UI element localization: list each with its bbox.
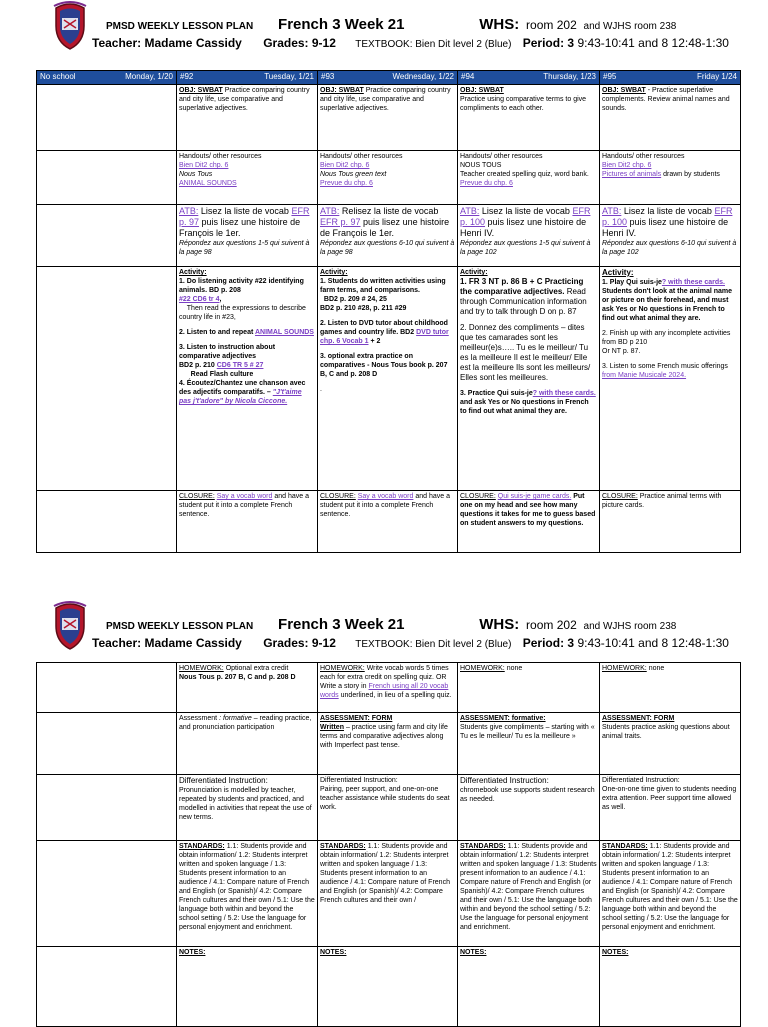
period-times: 9:43-10:41 and 8 12:48-1:30	[577, 636, 729, 650]
atb-link[interactable]: ATB:	[320, 206, 340, 216]
prevue-link[interactable]: Prevue du chp. 6	[320, 180, 373, 187]
header-line-1	[106, 616, 676, 633]
assessment-thursday: ASSESSMENT: formative: Students give compliments – starting with « Tu es le meilleur/ Tu es la meilleure »	[458, 713, 600, 775]
assessment-row	[37, 713, 741, 775]
teacher-name: Teacher: Madame Cassidy	[92, 636, 242, 650]
homework-friday: HOMEWORK: none	[600, 663, 741, 713]
monday-cell	[37, 841, 177, 947]
period-label: Period: 3	[522, 636, 575, 650]
atb-friday: ATB: Lisez la liste de vocab EFR p. 100 puis lisez une histoire de Henri IV. Répondez aux questions 6-10 qui suivent à la page 102	[600, 205, 741, 267]
wjhs-room: and WJHS room 238	[583, 621, 677, 632]
handouts-row	[37, 151, 741, 205]
monday-cell	[37, 267, 177, 491]
differentiated-thursday: Differentiated Instruction: chromebook use supports student research as needed.	[458, 775, 600, 841]
notes-friday: NOTES:	[600, 947, 741, 1027]
course-title: French 3 Week 21	[278, 616, 405, 633]
say-vocab-link[interactable]: Say a vocab word	[216, 493, 273, 500]
closure-thursday: CLOSURE: Qui suis-je game cards. Put one on my head and see how many questions it takes for me to guess based on student answers to my questions.	[458, 491, 600, 553]
differentiated-wednesday: Differentiated Instruction: Pairing, peer support, and one-on-one teacher assistance while students do seat work.	[318, 775, 458, 841]
day-monday: No school Monday, 1/20	[37, 71, 177, 85]
header-line-1	[106, 16, 676, 33]
bien-dit-link[interactable]: Bien Dit2 chp. 6	[179, 162, 229, 169]
monday-cell	[37, 491, 177, 553]
animal-sounds-link[interactable]: ANIMAL SOUNDS	[254, 329, 314, 336]
handouts-friday: Handouts/ other resources Bien Dit2 chp. 6 Pictures of animals drawn by students	[600, 151, 741, 205]
monday-cell	[37, 151, 177, 205]
wjhs-room: and WJHS room 238	[583, 21, 677, 32]
game-cards-link[interactable]: Qui suis-je game cards.	[497, 493, 572, 500]
qui-suis-je-cards-link[interactable]: ? with these cards.	[661, 279, 725, 286]
efr-link[interactable]: EFR p. 100	[602, 206, 733, 227]
cd-track-link[interactable]: #22 CD6 tr 4	[179, 296, 220, 303]
lesson-plan-table-1	[36, 70, 741, 553]
whs-label: WHS:	[479, 616, 520, 633]
assessment-tuesday: Assessment : formative – reading practice, and pronunciation participation	[177, 713, 318, 775]
grades: Grades: 9-12	[263, 36, 336, 50]
activity-friday: Activity: 1. Play Qui suis-je? with these cards. Students don't look at the animal name or picture on their forehead, and must ask Yes or No questions in French to find out what animal they are. 2. Finish up with any incomplete activities from BD p 210 Or NT p. 87. 3. Listen to some French music offerings from Manie Musicale 2024.	[600, 267, 741, 491]
day-wednesday: #93 Wednesday, 1/22	[318, 71, 458, 85]
homework-tuesday: HOMEWORK: Optional extra credit Nous Tous p. 207 B, C and p. 208 D	[177, 663, 318, 713]
closure-wednesday: CLOSURE: Say a vocab word and have a student put it into a complete French sentence.	[318, 491, 458, 553]
atb-wednesday: ATB: Relisez la liste de vocab EFR p. 97 puis lisez une histoire de François le 1er. Répondez aux questions 6-10 qui suivent à la page 98	[318, 205, 458, 267]
prevue-link[interactable]: Prevue du chp. 6	[460, 180, 513, 187]
objective-friday: OBJ: SWBAT - Practice superlative complements. Review animal names and sounds.	[600, 85, 741, 151]
animal-sounds-link[interactable]: ANIMAL SOUNDS	[179, 180, 237, 187]
standards-row	[37, 841, 741, 947]
textbook: TEXTBOOK: Bien Dit level 2 (Blue)	[355, 639, 512, 650]
day-friday: #95 Friday 1/24	[600, 71, 741, 85]
closure-friday: CLOSURE: Practice animal terms with picture cards.	[600, 491, 741, 553]
bien-dit-link[interactable]: Bien Dit2 chp. 6	[602, 162, 652, 169]
song-link[interactable]: "J't'aime pas j't'adore" by Nicola Ciccone.	[179, 389, 302, 405]
course-title: French 3 Week 21	[278, 16, 405, 33]
dvd-tutor-link[interactable]: DVD tutor chp. 6 Vocab 1	[320, 329, 449, 345]
assessment-friday: ASSESSMENT: FORM Students practice asking questions about animal traits.	[600, 713, 741, 775]
lesson-plan-table-2	[36, 662, 741, 1027]
header-line-2	[92, 636, 729, 650]
standards-thursday: STANDARDS: 1.1: Students provide and obtain information/ 1.2: Students interpret written and spoken language / 1.3: Students present information to an audience / 4.1: Compare nature of French and English (or Spanish)/ 4.2: Compare French cultures and their own / 5.1: Use the language both within and beyond the school setting / 5.2: Use the language for personal enjoyment and enrichment.	[458, 841, 600, 947]
monday-cell	[37, 85, 177, 151]
qui-suis-je-cards-link[interactable]: ? with these cards.	[532, 390, 596, 397]
objective-row	[37, 85, 741, 151]
differentiated-friday: Differentiated Instruction: One-on-one time given to students needing extra attention. Peer support time allowed as well.	[600, 775, 741, 841]
header-line-2	[92, 36, 729, 50]
vocab-story-link[interactable]: French using all 20 vocab words	[320, 683, 449, 699]
school-crest-icon	[50, 600, 90, 650]
handouts-wednesday: Handouts/ other resources Bien Dit2 chp. 6 Nous Tous green text Prevue du chp. 6	[318, 151, 458, 205]
efr-link[interactable]: EFR p. 100	[460, 206, 591, 227]
standards-wednesday: STANDARDS: 1.1: Students provide and obtain information/ 1.2: Students interpret written and spoken language / 1.3: Students present information to an audience / 4.1: Compare nature of French and English (or Spanish)/ 4.2: Compare French cultures and their own /	[318, 841, 458, 947]
objective-thursday: OBJ: SWBAT Practice using comparative terms to give compliments to each other.	[458, 85, 600, 151]
standards-friday: STANDARDS: 1.1: Students provide and obtain information/ 1.2: Students interpret written and spoken language / 1.3: Students present information to an audience / 4.1: Compare nature of French and English (or Spanish)/ 4.2: Compare French cultures and their own / 5.1: Use the language both within and beyond the school setting / 5.2: Use the language for personal enjoyment and enrichment.	[600, 841, 741, 947]
atb-tuesday: ATB: Lisez la liste de vocab EFR p. 97 puis lisez une histoire de François le 1er. Répondez aux questions 1-5 qui suivent à la page 98	[177, 205, 318, 267]
closure-tuesday: CLOSURE: Say a vocab word and have a student put it into a complete French sentence.	[177, 491, 318, 553]
monday-cell	[37, 775, 177, 841]
whs-label: WHS:	[479, 16, 520, 33]
monday-cell	[37, 713, 177, 775]
notes-wednesday: NOTES:	[318, 947, 458, 1027]
teacher-name: Teacher: Madame Cassidy	[92, 36, 242, 50]
atb-link[interactable]: ATB:	[602, 206, 622, 216]
differentiated-row	[37, 775, 741, 841]
plan-title: PMSD WEEKLY LESSON PLAN	[106, 621, 254, 632]
pictures-of-animals-link[interactable]: Pictures of animals	[602, 171, 662, 178]
efr-link[interactable]: EFR p. 97	[179, 206, 310, 227]
say-vocab-link[interactable]: Say a vocab word	[357, 493, 414, 500]
activity-wednesday: Activity: 1. Students do written activities using farm terms, and comparisons. BD2 p. 209 # 24, 25 BD2 p. 210 #28, p. 211 #29 2. Listen to DVD tutor about childhood games and country life. BD2 DVD tutor chp. 6 Vocab 1 + 2 3. optional extra practice on comparatives - Nous Tous book p. 207 B, C and p. 208 D .	[318, 267, 458, 491]
period-times: 9:43-10:41 and 8 12:48-1:30	[577, 36, 729, 50]
objective-tuesday: OBJ: SWBAT Practice comparing country and city life, use comparative and superlative adjectives.	[177, 85, 318, 151]
objective-wednesday: OBJ: SWBAT Practice comparing country and city life, use comparative and superlative adjectives.	[318, 85, 458, 151]
activity-tuesday: Activity: 1. Do listening activity #22 identifying animals. BD p. 208 #22 CD6 tr 4, Then read the expressions to describe country life in #23, 2. Listen to and repeat ANIMAL SOUNDS 3. Listen to instruction about comparative adjectives BD2 p. 210 CD6 TR 5 # 27 Read Flash culture 4. Écoutez/Chantez une chanson avec des adjectifs comparatifs. – "J't'aime pas j't'adore" by Nicola Ciccone.	[177, 267, 318, 491]
standards-tuesday: STANDARDS: 1.1: Students provide and obtain information/ 1.2: Students interpret written and spoken language / 1.3: Students present information to an audience / 4.1: Compare nature of French and English (or Spanish)/ 4.2: Compare French cultures and their own / 5.1: Use the language both within and beyond the school setting / 5.2: Use the language for personal enjoyment and enrichment.	[177, 841, 318, 947]
atb-row	[37, 205, 741, 267]
notes-row	[37, 947, 741, 1027]
whs-room: room 202	[526, 18, 577, 32]
activity-row	[37, 267, 741, 491]
day-tuesday: #92 Tuesday, 1/21	[177, 71, 318, 85]
closure-row	[37, 491, 741, 553]
homework-row	[37, 663, 741, 713]
period-label: Period: 3	[522, 36, 575, 50]
activity-thursday: Activity: 1. FR 3 NT p. 86 B + C Practicing the comparative adjectives. Read through Communication information and try to talk through D on p. 87 2. Donnez des compliments – dites que tes camarades sont les meilleur(e)s….. Tu es le meilleur/ Tu es la meilleure Il est le meilleur/ Elle est la meilleure Ils sont les meilleurs/ Elles sont les meilleures. 3. Practice Qui suis-je? with these cards. and ask Yes or No questions in French to find out what animal they are.	[458, 267, 600, 491]
school-crest-icon	[50, 0, 90, 50]
efr-link[interactable]: EFR p. 97	[320, 217, 361, 227]
bien-dit-link[interactable]: Bien Dit2 chp. 6	[320, 162, 370, 169]
grades: Grades: 9-12	[263, 636, 336, 650]
textbook: TEXTBOOK: Bien Dit level 2 (Blue)	[355, 39, 512, 50]
cd-track-link[interactable]: CD6 TR 5 # 27	[216, 362, 264, 369]
atb-thursday: ATB: Lisez la liste de vocab EFR p. 100 puis lisez une histoire de Henri IV. Répondez aux questions 1-5 qui suivent à la page 102	[458, 205, 600, 267]
atb-link[interactable]: ATB:	[179, 206, 199, 216]
handouts-thursday: Handouts/ other resources NOUS TOUS Teacher created spelling quiz, word bank. Prevue du chp. 6	[458, 151, 600, 205]
notes-tuesday: NOTES:	[177, 947, 318, 1027]
monday-cell	[37, 663, 177, 713]
differentiated-tuesday: Differentiated Instruction: Pronunciation is modelled by teacher, repeated by students and practiced, and modelled in activities that repeat the use of new terms.	[177, 775, 318, 841]
plan-title: PMSD WEEKLY LESSON PLAN	[106, 21, 254, 32]
page-header	[0, 0, 768, 62]
assessment-wednesday: ASSESSMENT: FORM Written – practice using farm and city life terms and comparative adjectives along with Imperfect past tense.	[318, 713, 458, 775]
manie-musicale-link[interactable]: from Manie Musicale 2024.	[602, 372, 687, 379]
atb-link[interactable]: ATB:	[460, 206, 480, 216]
notes-thursday: NOTES:	[458, 947, 600, 1027]
day-thursday: #94 Thursday, 1/23	[458, 71, 600, 85]
homework-thursday: HOMEWORK: none	[458, 663, 600, 713]
homework-wednesday: HOMEWORK: Write vocab words 5 times each for extra credit on spelling quiz. OR Write a story in French using all 20 vocab words underlined, in lieu of a spelling quiz.	[318, 663, 458, 713]
monday-cell	[37, 947, 177, 1027]
handouts-tuesday: Handouts/ other resources Bien Dit2 chp. 6 Nous Tous ANIMAL SOUNDS	[177, 151, 318, 205]
whs-room: room 202	[526, 618, 577, 632]
page-header-2	[0, 600, 768, 662]
monday-cell	[37, 205, 177, 267]
day-header-row	[37, 71, 741, 85]
